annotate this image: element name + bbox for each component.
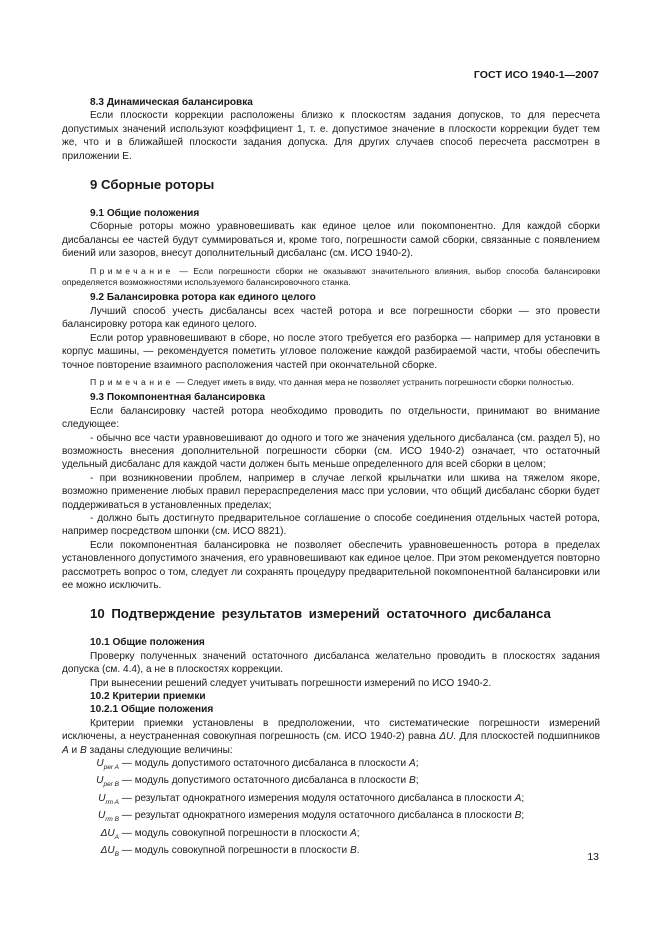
note-text: — Если погрешности сборки не оказывают значительного влияния, выбор способа балансировки определяется возможностями используемого балансировочного станка. (62, 265, 600, 288)
subsection-title-9-2: 9.2 Балансировка ротора как единого целого (90, 292, 316, 304)
punctuation: ; (521, 792, 525, 804)
list-item: - обычно все части уравновешивают до одного и того же значения удельного дисбаланса (см. раздел 5), но возможность внесения дополнительной погрешности сборки (см. ИСО 1940-2) означает, что остаточный удельный дисбаланс для каждой части должен быть меньше определенного для всей сборки в целом; (62, 432, 600, 471)
symbol: B (79, 744, 87, 756)
symbol (62, 792, 119, 809)
symbol-definition (62, 809, 600, 826)
definition-text: — результат однократного измерения модуля остаточного дисбаланса в плоскости (119, 810, 515, 822)
definition-text: — результат однократного измерения модуля остаточного дисбаланса в плоскости (119, 792, 515, 804)
plane-label: A (408, 758, 416, 770)
symbol-definition (62, 757, 600, 774)
note (62, 266, 600, 289)
subsection-title-10-2-1: 10.2.1 Общие положения (90, 704, 214, 716)
symbol-subscript: A (114, 833, 119, 841)
subsection-title-9-3: 9.3 Покомпонентная балансировка (90, 392, 266, 404)
definition-text: — модуль допустимого остаточного дисбаланса в плоскости (119, 758, 409, 770)
punctuation: ; (415, 758, 419, 770)
paragraph (62, 717, 600, 757)
paragraph: При вынесении решений следует учитывать погрешности измерений по ИСО 1940-2. (90, 677, 492, 689)
text-run: заданы следующие величины: (86, 744, 233, 756)
symbol: ΔU (439, 731, 454, 743)
plane-label: B (408, 775, 416, 787)
subsection-title-10-2: 10.2 Критерии приемки (90, 691, 206, 703)
symbol-main: U (96, 758, 104, 770)
paragraph: Если ротор уравновешивают в сборе, но после этого требуется его разборка — например для установки в корпус машины, — рекомендуется пометить угловое положение каждой разбираемой части, чтобы обеспечить точное повторение взаимного расположения частей при окончательной сборке. (62, 332, 600, 371)
list-item: - при возникновении проблем, например в случае легкой крыльчатки или шкива на тяжелом якоре, возможно применение любых правил перераспределения масс при условии, что общий дисбаланс сборки будет поддерживаться в установленных пределах; (62, 472, 600, 511)
note (62, 377, 600, 388)
symbol-subscript: per B (103, 781, 119, 789)
symbol: A (62, 744, 69, 756)
section-title-9: 9 Сборные роторы (90, 177, 215, 193)
symbol-main: U (97, 810, 106, 822)
paragraph: Сборные роторы можно уравновешивать как единое целое или покомпонентно. Для каждой сборки дисбалансы ее частей будут суммироваться и, кроме того, погрешности самой сборки, связанные с появлением биений или зазоров, внесут дополнительный дисбаланс (см. ИСО 1940-2). (62, 221, 600, 260)
symbol-definition (62, 844, 600, 861)
punctuation: ; (415, 775, 419, 787)
symbol-main: U (96, 775, 104, 787)
text-run: . Для плоскостей подшипников (453, 731, 600, 743)
section-title-10: 10 Подтверждение результатов измерений остаточного дисбаланса (90, 606, 551, 622)
symbol-subscript: rm B (105, 816, 119, 824)
punctuation: . (356, 845, 360, 857)
symbol-definition (62, 827, 600, 844)
symbol-main: U (98, 792, 106, 804)
document-header: ГОСТ ИСО 1940-1—2007 (473, 69, 599, 81)
note-label: Примечание (90, 265, 174, 276)
plane-label: A (514, 792, 522, 804)
paragraph: Лучший способ учесть дисбалансы всех частей ротора и все погрешности сборки — это провести балансировку ротора как единого целого. (62, 305, 600, 331)
symbol (62, 827, 119, 844)
note-text: — Следует иметь в виду, что данная мера не позволяет устранить погрешности сборки полностью. (173, 376, 574, 387)
symbol (62, 809, 119, 826)
punctuation: ; (356, 827, 360, 839)
paragraph: Проверку полученных значений остаточного дисбаланса желательно проводить в плоскостях задания допуска (см. 4.4), а не в плоскостях коррекции. (62, 650, 600, 676)
definition-text: — модуль совокупной погрешности в плоскости (119, 827, 350, 839)
definition-text: — модуль совокупной погрешности в плоскости (119, 845, 350, 857)
list-item: - должно быть достигнуто предварительное соглашение о способе соединения отдельных частей ротора, например посредством шпонки (см. ИСО 8821). (62, 512, 600, 538)
page-content (62, 96, 600, 862)
symbol-main: ΔU (100, 827, 115, 839)
plane-label: B (514, 810, 522, 822)
subsection-title-8-3: 8.3 Динамическая балансировка (90, 97, 253, 108)
note-label: Примечание (90, 376, 174, 387)
symbol (62, 757, 119, 774)
text-run: и (68, 744, 80, 756)
paragraph: Если плоскости коррекции расположены близко к плоскостям задания допусков, то для пересчета допустимых значений используют коэффициент 1, т. е. допустимое значение в плоскости коррекции будет тем же, что и в ближайшей плоскости задания допуска. Для других случаев способ пересчета рассмотрен в приложении Е. (62, 110, 600, 162)
symbol-subscript: per A (103, 764, 119, 772)
symbol (62, 774, 119, 791)
paragraph: Если покомпонентная балансировка не позволяет обеспечить уравновешенность ротора в пределах установленного допустимого значения, его уравновешивают как единое целое. При этом рекомендуется повторно рассмотреть вопрос о том, следует ли сохранять процедуру предварительной покомпонентной балансировки или ее можно исключить. (62, 539, 600, 591)
subsection-title-10-1: 10.1 Общие положения (90, 637, 205, 649)
symbol-definition (62, 792, 600, 809)
page-number: 13 (587, 851, 599, 863)
paragraph: Если балансировку частей ротора необходимо проводить по отдельности, принимают во внимание следующее: (62, 405, 600, 431)
symbol-subscript: rm A (105, 798, 119, 806)
plane-label: A (349, 827, 357, 839)
symbol-main: ΔU (100, 845, 115, 857)
symbol-subscript: B (114, 851, 119, 859)
plane-label: B (349, 845, 357, 857)
definition-text: — модуль допустимого остаточного дисбаланса в плоскости (119, 775, 409, 787)
text-run: Критерии приемки установлены в предположении, что систематические погрешности измерений исключены, а неустраненная совокупная погрешность (см. ИСО 1940-2) равна (62, 717, 600, 743)
symbol (62, 844, 119, 861)
symbol-list (62, 757, 600, 862)
subsection-title-9-1: 9.1 Общие положения (90, 208, 200, 220)
symbol-definition (62, 774, 600, 791)
punctuation: ; (521, 810, 525, 822)
